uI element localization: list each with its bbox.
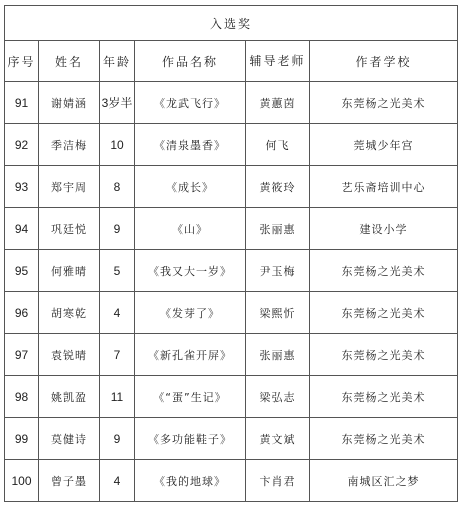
table-title-row	[5, 6, 458, 41]
cell-work: 《山》	[135, 208, 246, 250]
cell-name: 胡寒乾	[39, 292, 100, 334]
header-school: 作者学校	[310, 41, 458, 82]
cell-no: 96	[5, 292, 39, 334]
cell-teacher: 何飞	[246, 124, 310, 166]
header-name: 姓名	[39, 41, 100, 82]
cell-name: 何雅晴	[39, 250, 100, 292]
cell-age: 4	[100, 460, 135, 502]
cell-teacher: 尹玉梅	[246, 250, 310, 292]
award-list-sheet	[4, 5, 457, 502]
cell-work: 《清泉墨香》	[135, 124, 246, 166]
cell-age: 5	[100, 250, 135, 292]
cell-school: 莞城少年宫	[310, 124, 458, 166]
table-row	[5, 124, 458, 166]
cell-name: 姚凯盈	[39, 376, 100, 418]
cell-name: 曾子墨	[39, 460, 100, 502]
cell-school: 东莞杨之光美术	[310, 250, 458, 292]
cell-age: 7	[100, 334, 135, 376]
cell-school: 东莞杨之光美术	[310, 82, 458, 124]
header-age: 年龄	[100, 41, 135, 82]
table-row	[5, 334, 458, 376]
cell-school: 建设小学	[310, 208, 458, 250]
cell-school: 东莞杨之光美术	[310, 376, 458, 418]
table-title: 入选奖	[5, 6, 458, 41]
cell-age: 9	[100, 418, 135, 460]
cell-work: 《成长》	[135, 166, 246, 208]
cell-no: 100	[5, 460, 39, 502]
cell-school: 东莞杨之光美术	[310, 418, 458, 460]
table-row	[5, 418, 458, 460]
cell-work: 《“蛋”生记》	[135, 376, 246, 418]
cell-no: 92	[5, 124, 39, 166]
award-table	[4, 5, 458, 502]
cell-age: 11	[100, 376, 135, 418]
table-row	[5, 292, 458, 334]
cell-no: 91	[5, 82, 39, 124]
cell-age: 10	[100, 124, 135, 166]
cell-work: 《我的地球》	[135, 460, 246, 502]
cell-teacher: 梁弘志	[246, 376, 310, 418]
cell-age: 3岁半	[100, 82, 135, 124]
cell-name: 郑宇周	[39, 166, 100, 208]
cell-teacher: 黄筱玲	[246, 166, 310, 208]
cell-teacher: 张丽惠	[246, 208, 310, 250]
cell-name: 莫健诗	[39, 418, 100, 460]
header-teacher: 辅导老师	[246, 41, 310, 82]
cell-age: 9	[100, 208, 135, 250]
cell-work: 《发芽了》	[135, 292, 246, 334]
cell-no: 93	[5, 166, 39, 208]
cell-teacher: 卞肖君	[246, 460, 310, 502]
cell-no: 95	[5, 250, 39, 292]
header-work: 作品名称	[135, 41, 246, 82]
cell-no: 99	[5, 418, 39, 460]
cell-age: 8	[100, 166, 135, 208]
cell-work: 《多功能鞋子》	[135, 418, 246, 460]
table-row	[5, 250, 458, 292]
cell-no: 98	[5, 376, 39, 418]
cell-school: 南城区汇之梦	[310, 460, 458, 502]
cell-teacher: 黄蕙茵	[246, 82, 310, 124]
cell-no: 94	[5, 208, 39, 250]
cell-school: 东莞杨之光美术	[310, 334, 458, 376]
cell-school: 东莞杨之光美术	[310, 292, 458, 334]
cell-name: 袁锐晴	[39, 334, 100, 376]
header-no: 序号	[5, 41, 39, 82]
cell-work: 《我又大一岁》	[135, 250, 246, 292]
table-row	[5, 82, 458, 124]
cell-work: 《龙武飞行》	[135, 82, 246, 124]
cell-school: 艺乐斋培训中心	[310, 166, 458, 208]
cell-name: 季洁梅	[39, 124, 100, 166]
cell-name: 谢婧涵	[39, 82, 100, 124]
cell-no: 97	[5, 334, 39, 376]
cell-work: 《新孔雀开屏》	[135, 334, 246, 376]
table-row	[5, 166, 458, 208]
table-header-row	[5, 41, 458, 82]
cell-name: 巩廷悦	[39, 208, 100, 250]
cell-teacher: 张丽惠	[246, 334, 310, 376]
table-row	[5, 376, 458, 418]
cell-teacher: 黄文斌	[246, 418, 310, 460]
table-row	[5, 208, 458, 250]
cell-age: 4	[100, 292, 135, 334]
cell-teacher: 梁熙忻	[246, 292, 310, 334]
table-row	[5, 460, 458, 502]
